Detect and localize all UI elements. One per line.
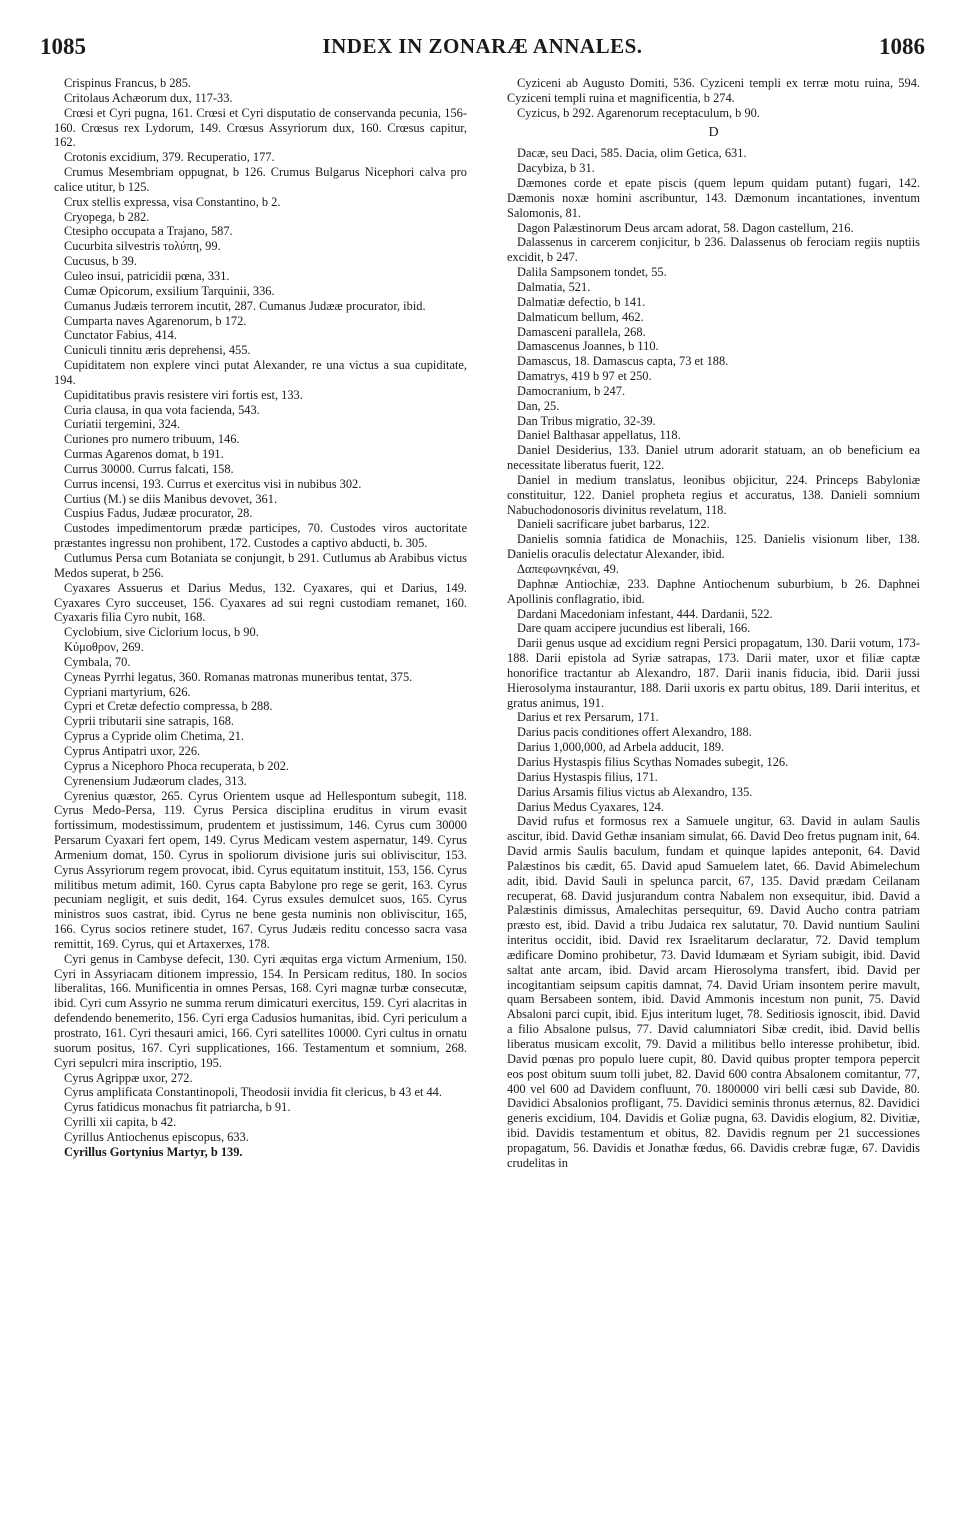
index-entry: Culeo insui, patricidii pœna, 331. [64,268,230,283]
index-entry: Cyzicus, b 292. Agarenorum receptaculum, b 90. [517,105,760,120]
left-index-column [54,76,467,1160]
index-entry: Darius Hystaspis filius, 171. [517,769,658,784]
index-entry: Danielis somnia fatidica de Monachiis, 125. Danielis visionum liber, 138. Danielis oraculis delectatur Alexander, ibid. [507,532,920,562]
index-entry: Cyrus fatidicus monachus fit patriarcha, b 91. [64,1100,291,1115]
right-index-column [507,76,920,1171]
page-number-left: 1085 [40,34,86,59]
index-entry: Darius Medus Cyaxares, 124. [517,799,664,814]
index-entry: Cyrenius quæstor, 265. Cyrus Orientem usque ad Hellespontum subegit, 118. Cyrus Medo-Persa, 119. Cyrus Persica disciplina eruditus in virum evasit fortissimum, modestissimum, prudentem et justissimum, 146. Cyrus cum 30000 Persarum Cyaxari fert opem, 149. Cyrus Medicam vestem aspernatur, 149. Cyrus Armenium domat, 150. Cyrus in spoliorum divisione juris sui obliviscitur, 153. Cyrus Assyriorum regem provocat, ibid. Cyrus equitatum instituit, 153, 156. Cyrus militibus metum adimit, 160. Cyrus capta Babylone pro rege se gerit, 163. Cyrus pecuniam negligit, et suis dedit, 164. Cyrus exsules demulcet suos, 165. Cyrus ministros suos castrat, ibid. Cyrus ne bene gesta numinis non obliviscitur, 165, 166. Cyrus socios retinere studet, 167. Cyrus Judæis reditu concesso sacra vasa remittit, 169. Cyrus, qui et Artaxerxes, 178. [54,788,467,951]
index-entry: Cutlumus Persa cum Botaniata se conjungit, b 291. Cutlumus ab Arabibus victus Medos superat, b 256. [54,551,467,580]
running-title: INDEX IN ZONARÆ ANNALES. [322,34,643,58]
index-entry: Cupiditatem non explere vinci putat Alexander, re una victus a sua cupiditate, 194. [54,358,467,387]
index-entry: Critolaus Achæorum dux, 117-33. [64,90,233,105]
index-entry: Damascus, 18. Damascus capta, 73 et 188. [517,354,729,369]
index-entry: Cumæ Opicorum, exsilium Tarquinii, 336. [64,283,275,298]
index-entry: Darius Arsamis filius victus ab Alexandro, 135. [517,784,753,799]
index-entry: Dardani Macedoniam infestant, 444. Dardanii, 522. [517,606,773,621]
index-entry: Cyrilli xii capita, b 42. [64,1115,177,1130]
index-entry: David rufus et formosus rex a Samuele ungitur, 63. David in aulam Saulis ascitur, ibid. David Gethæ insaniam simulat, 66. David Deo fretus pugnam init, 64. David armis Saulis baculum, fundam et quinque lapides anteponit, 64. David Palæstinos bis cædit, 65. David apud Samuelem latet, 66. David Abimelechum adit, ibid. David Sauli in spelunca parcit, 67, 135. David prædam Ceilanam recuperat, 68. David jusjurandum contra Nabalem non exsequitur, ibid. David a Palæstinis dimissus, Amalechitas persequitur, 69. David Aucho contra patriam præsto est, ibid. David a tribu Judaica rex salutatur, 70. David nuntium Saulini interitus occidit, ibid. David rex Israelitarum declaratur, 72. David templum ædificare Domino prohibetur, 73. David Idumæam et Syriam subigit, ibid. David saltat ante arcam, ibid. David arcam Hierosolyma transfert, ibid. David per incogitantiam seipsum capitis damnat, 74. David Uriam insontem perire mavult, quam Bersabeen sontem, ibid. David Ammonis incestum non punit, 75. David Absaloni parci cupit, ibid. Ejus interitum luget, 78. Seditiosis ignoscit, ibid. David a filio Absalone pulsus, 77. David calumniatori Sibæ credit, ibid. David bellis liberatus musicam excolit, 79. David a militibus bello interesse prohibetur, ibid. David pœnas pro populo luere cupit, 80. David quibus propter tempora pepercit eos post obitum suum tolli jubet, 82. David 600 contra Absalonem comitantur, 77, 400 vel 600 ad Davidem confluunt, 70. 1800000 viri belli cæsi sub Davide, 80. Davidici Absalonios profligant, 75. Davidici seminis thronus æternus, 82. Davidici generis excidium, 104. Davidis et Goliæ pugna, 63. Davidis elogium, 82. Divitiæ, ibid. Davidis testamentum et obitus, 82. Davidis regnum per 21 successiones propagatum, 56. Davidis et Jonathæ fœdus, 66. Davidis crebræ fugæ, 67. Davidis crudelitas in [507,814,920,1170]
index-entry: Dagon Palæstinorum Deus arcam adorat, 58. Dagon castellum, 216. [517,220,854,235]
index-entry: Κύμοθρον, 269. [64,640,144,655]
index-entry: Cyrillus Antiochenus episcopus, 633. [64,1129,249,1144]
index-entry: Cyneas Pyrrhi legatus, 360. Romanas matronas muneribus tentat, 375. [64,669,413,684]
index-entry: Curiatii tergemini, 324. [64,417,181,432]
index-entry: Dan Tribus migratio, 32-39. [517,413,656,428]
index-entry: Currus incensi, 193. Currus et exercitus visi in nubibus 302. [64,476,362,491]
index-entry: Daphnæ Antiochiæ, 233. Daphne Antiochenum suburbium, b 26. Daphnei Apollinis conflagratio, ibid. [507,576,920,606]
page-number-right: 1086 [879,34,925,59]
index-entry: Cyprii tributarii sine satrapis, 168. [64,714,235,729]
index-entry: Cryopega, b 282. [64,209,150,224]
index-entry: Danieli sacrificare jubet barbarus, 122. [517,517,710,532]
index-entry: Cucusus, b 39. [64,254,137,269]
index-entry: Ctesipho occupata a Trajano, 587. [64,224,233,239]
index-entry: Cyprus a Cypride olim Chetima, 21. [64,729,244,744]
index-entry: Cyaxares Assuerus et Darius Medus, 132. Cyaxares, qui et Darius, 149. Cyaxares Cyro succeuset, 156. Cyaxares ad sui regni custodiam remanet, 160. Cyaxaris filia Cyro nubit, 168. [54,580,467,625]
index-entry: Cupiditatibus pravis resistere viri fortis est, 133. [64,387,303,402]
index-entry: Crux stellis expressa, visa Constantino, b 2. [64,194,281,209]
index-entry: Cucurbita silvestris τολύπη, 99. [64,239,221,254]
index-entry: Currus 30000. Currus falcati, 158. [64,461,234,476]
index-entry: Cumanus Judæis terrorem incutit, 287. Cumanus Judææ procurator, ibid. [64,298,426,313]
index-entry: Crispinus Francus, b 285. [64,76,192,90]
index-entry: Crotonis excidium, 379. Recuperatio, 177. [64,150,275,165]
index-entry: Dare quam accipere jucundius est liberali, 166. [517,621,751,636]
index-entry: Darius 1,000,000, ad Arbela adducit, 189. [517,740,725,755]
index-entry: Δαπεφωνηκέναι, 49. [517,562,619,576]
index-entry: Cyziceni ab Augusto Domiti, 536. Cyziceni templi ex terræ motu ruina, 594. Cyziceni templi ruina et magnificentia, b 274. [507,76,920,105]
index-entry: Darius pacis conditiones offert Alexandro, 188. [517,725,752,740]
index-entry: Dalmaticum bellum, 462. [517,309,644,324]
index-entry: Damasceni parallela, 268. [517,324,646,339]
index-entry: Cyri genus in Cambyse defecit, 130. Cyri æquitas erga victum Armenium, 150. Cyri in Assyriacam ditionem impressio, 154. In Persicam reditus, 180. In socios liberalitas, 166. Munificentia in omnes Persas, 168. Cyri magnæ turbæ consecutæ, ibid. Cyri cum Assyrio ne summa rerum dimicaturi exercitus, 159. Cyri alacritas in defendendo benemerito, 156. Cyri erga Cadusios humanitas, ibid. Cyri periculum a prostrato, 161. Cyri thesauri amici, 166. Cyri satellites 10000. Cyri cultus in ornatu suorum positus, 167. Cyri supplicationes, 166. Testamentum et somnium, 268. Cyri sepulcri mira inscriptio, 195. [54,951,467,1070]
index-entry: Cypri et Cretæ defectio compressa, b 288. [64,699,273,714]
index-entry: Dan, 25. [517,398,560,413]
index-entry: Cyprus a Nicephoro Phoca recuperata, b 202. [64,758,290,773]
index-entry: Cymbala, 70. [64,654,131,669]
index-entry: Crœsi et Cyri pugna, 161. Crœsi et Cyri disputatio de conservanda pecunia, 156-160. Crœsus rex Lydorum, 149. Crœsus Assyriorum dux, 160. Crœsus capitur, 162. [54,105,467,150]
index-entry: Cunctator Fabius, 414. [64,328,177,343]
index-entry: Daniel Desiderius, 133. Daniel utrum adorarit statuam, an ob beneficium ea necessitate liberatus fuerit, 122. [507,443,920,473]
index-entry: Cyclobium, sive Ciclorium locus, b 90. [64,625,259,640]
index-entry: Cyrenensium Judæorum clades, 313. [64,773,247,788]
index-entry: Cuniculi tinnitu æris deprehensi, 455. [64,343,251,358]
index-entry: Cuspius Fadus, Judææ procurator, 28. [64,506,253,521]
index-entry: Cumparta naves Agarenorum, b 172. [64,313,247,328]
index-entry: Dacybiza, b 31. [517,161,595,176]
index-entry: Dæmones corde et epate piscis (quem lepum quidam putant) fugari, 142. Dæmonis noxæ homini ascribuntur, 143. Dæmonum incantationes, inventum Salomonis, 81. [507,176,920,220]
index-entry: Daniel Balthasar appellatus, 118. [517,428,681,443]
index-entry: Cyprus Antipatri uxor, 226. [64,743,201,758]
index-entry: Daniel in medium translatus, leonibus objicitur, 224. Princeps Babyloniæ constituitur, 122. Daniel propheta regius et accuratus, 138. Danieli somnium Nabuchodonosoris divinitus revelatum, 118. [507,472,920,517]
index-entry: Curmas Agarenos domat, b 191. [64,447,224,462]
index-entry: Dacæ, seu Daci, 585. Dacia, olim Getica, 631. [517,146,747,161]
section-letter-heading: D [708,124,719,140]
index-entry: Cypriani martyrium, 626. [64,684,191,699]
running-header [40,34,925,60]
index-entry: Darius Hystaspis filius Scythas Nomades subegit, 126. [517,754,789,769]
index-entry: Cyrus Agrippæ uxor, 272. [64,1070,193,1085]
index-entry: Damocranium, b 247. [517,383,626,398]
index-entry: Curtius (M.) se diis Manibus devovet, 361. [64,491,278,506]
index-entry: Dalassenus in carcerem conjicitur, b 236. Dalassenus ob ferociam regiis nuptiis excidit, b 247. [507,235,920,265]
index-entry: Crumus Mesembriam oppugnat, b 126. Crumus Bulgarus Nicephori calva pro calice utitur, b 125. [54,165,467,194]
index-entry: Darii genus usque ad excidium regni Persici propagatum, 130. Darii votum, 173-188. Darii epistola ad Syriæ satrapas, 173. Darii mater, uxor et filiæ captæ honorifice tractantur ab Alexandro, 187. Darii inanis fiducia, ibid. Darii jussi Hierosolyma instaurantur, 188. Darii uxoris ex partu obitus, 189. Darii interitus, et gratus animus, 191. [507,636,920,710]
index-entry: Dalmatia, 521. [517,279,591,294]
index-entry: Damatrys, 419 b 97 et 250. [517,369,652,384]
index-entry: Custodes impedimentorum prædæ participes, 70. Custodes viros auctoritate præstantes ingressu non prohibent, 172. Custodes a captivo abducti, b. 305. [54,521,467,551]
index-entry: Darius et rex Persarum, 171. [517,710,659,725]
index-entry: Dalila Sampsonem tondet, 55. [517,265,667,280]
index-entry: Curiones pro numero tribuum, 146. [64,432,240,447]
index-entry: Curia clausa, in qua vota facienda, 543. [64,402,260,417]
index-entry: Damascenus Joannes, b 110. [517,339,659,354]
index-entry: Cyrillus Gortynius Martyr, b 139. [64,1144,243,1159]
index-entry: Dalmatiæ defectio, b 141. [517,294,646,309]
index-entry: Cyrus amplificata Constantinopoli, Theodosii invidia fit clericus, b 43 et 44. [64,1085,442,1100]
